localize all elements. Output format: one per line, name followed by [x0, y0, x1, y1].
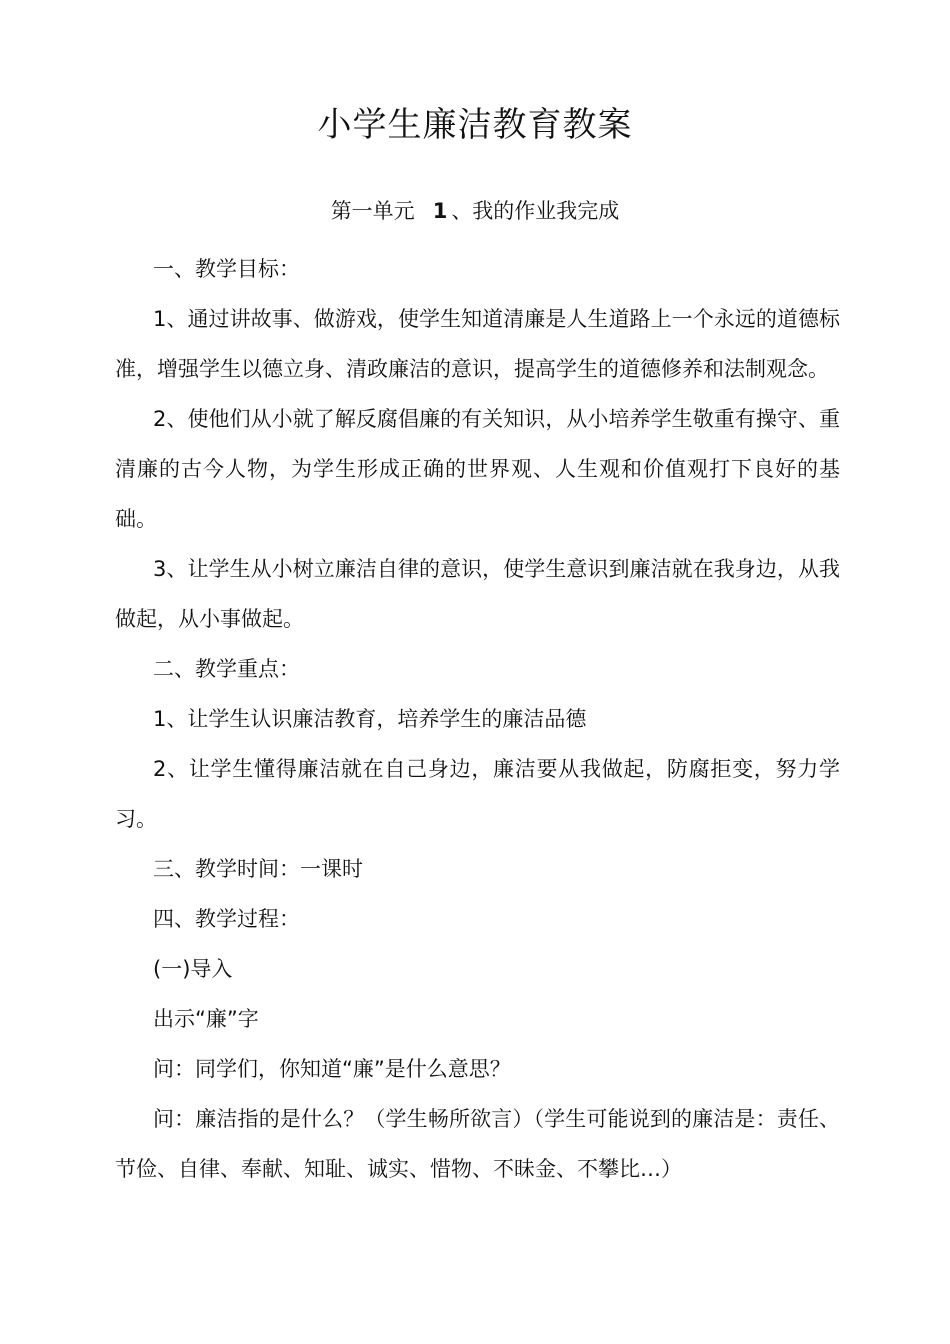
- process-line-3: 问：廉洁指的是什么？（学生畅所欲言）（学生可能说到的廉洁是：责任、节俭、自律、奉献、知耻、诚实、惜物、不昧金、不攀比…）: [115, 1107, 840, 1181]
- document-body: [115, 244, 840, 1194]
- section-heading-key-points: 二、教学重点：: [153, 657, 300, 681]
- unit-label: 第一单元: [330, 199, 415, 223]
- objective-1: 1、通过讲故事、做游戏，使学生知道清廉是人生道路上一个永远的道德标准，增强学生以德立身、清政廉洁的意识，提高学生的道德修养和法制观念。: [115, 307, 840, 381]
- key-point-1: 1、让学生认识廉洁教育，培养学生的廉洁品德: [153, 707, 587, 731]
- lesson-number: 1: [432, 199, 448, 223]
- section-heading-objectives: 一、教学目标：: [153, 257, 300, 281]
- objective-3: 3、让学生从小树立廉洁自律的意识，使学生意识到廉洁就在我身边，从我做起，从小事做起。: [115, 557, 840, 631]
- process-line-1: 出示“廉”字: [153, 1007, 259, 1031]
- lesson-title: 、我的作业我完成: [451, 199, 620, 223]
- process-step-intro: (一)导入: [153, 957, 233, 981]
- lesson-heading: [0, 196, 950, 226]
- process-line-2: 问：同学们，你知道“廉”是什么意思？: [153, 1057, 511, 1081]
- key-point-2: 2、让学生懂得廉洁就在自己身边，廉洁要从我做起，防腐拒变，努力学习。: [115, 757, 840, 831]
- section-heading-time: 三、教学时间：一课时: [153, 857, 363, 881]
- document-title: 小学生廉洁教育教案: [317, 105, 633, 145]
- objective-2: 2、使他们从小就了解反腐倡廉的有关知识，从小培养学生敬重有操守、重清廉的古今人物，为学生形成正确的世界观、人生观和价值观打下良好的基础。: [115, 407, 840, 531]
- section-heading-process: 四、教学过程：: [153, 907, 300, 931]
